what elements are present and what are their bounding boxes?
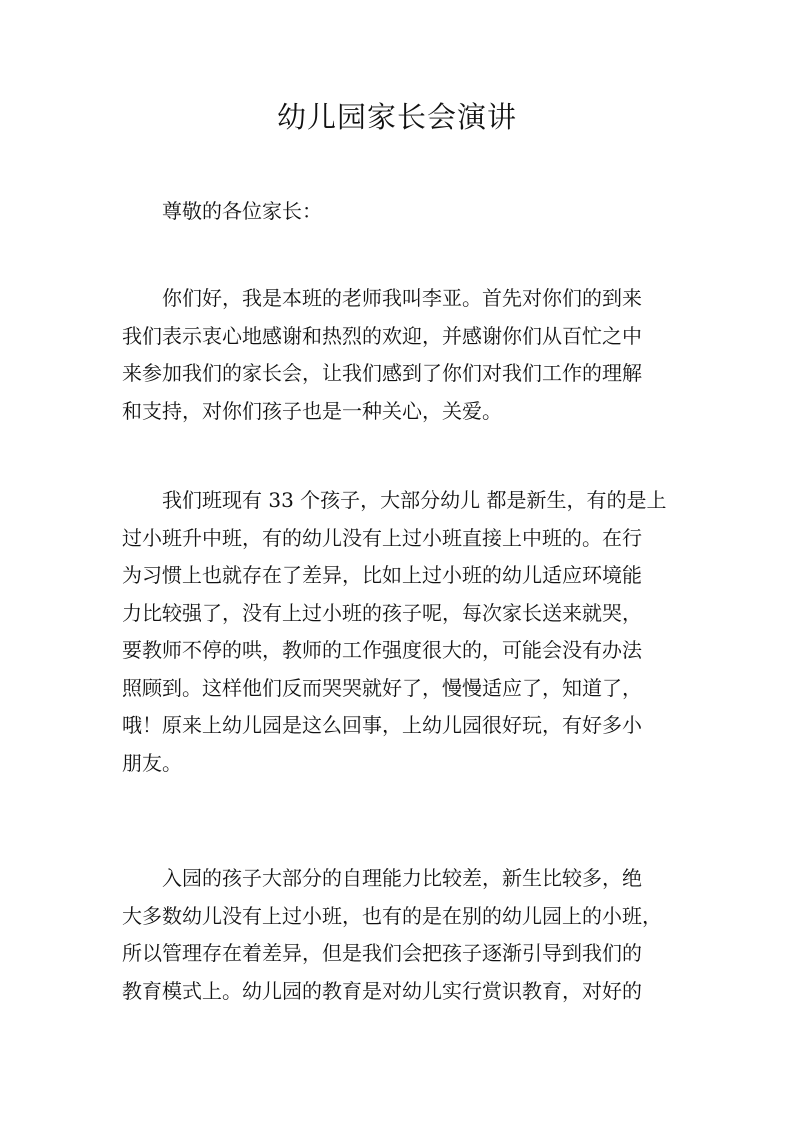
paragraph-line: 入园的孩子大部分的自理能力比较差，新生比较多，绝	[162, 866, 642, 890]
paragraph-line: 来参加我们的家长会，让我们感到了你们对我们工作的理解	[122, 361, 642, 385]
paragraph-3	[122, 860, 678, 1010]
paragraph-line: 照顾到。这样他们反而哭哭就好了，慢慢适应了，知道了，	[122, 675, 642, 700]
paragraph-line: 过小班升中班，有的幼儿没有上过小班直接上中班的。在行	[122, 525, 642, 550]
paragraph-line: 我们表示衷心地感谢和热烈的欢迎，并感谢你们从百忙之中	[122, 323, 642, 348]
paragraph-line: 朋友。	[122, 750, 182, 775]
page-title: 幼儿园家长会演讲	[276, 100, 517, 134]
paragraph-line: 你们好，我是本班的老师我叫李亚。首先对你们的到来	[162, 286, 642, 310]
paragraph-line: 为习惯上也就存在了差异，比如上过小班的幼儿适应环境能	[122, 563, 642, 587]
salutation-text: 尊敬的各位家长：	[162, 199, 322, 223]
paragraph-line: 我们班现有 33 个孩子，大部分幼儿 都是新生，有的是上	[162, 488, 667, 512]
paragraph-1	[122, 280, 678, 430]
paragraph-line: 教育模式上。幼儿园的教育是对幼儿实行赏识教育，对好的	[122, 978, 642, 1003]
paragraph-line: 力比较强了，没有上过小班的孩子呢，每次家长送来就哭，	[122, 600, 642, 625]
paragraph-line: 大多数幼儿没有上过小班，也有的是在别的幼儿园上的小班，	[122, 903, 662, 928]
paragraph-line: 要教师不停的哄，教师的工作强度很大的，可能会没有办法	[122, 638, 642, 662]
paragraph-line: 哦！原来上幼儿园是这么回事，上幼儿园很好玩，有好多小	[122, 713, 642, 737]
paragraph-2	[122, 482, 678, 782]
paragraph-line: 和支持，对你们孩子也是一种关心，关爱。	[122, 398, 502, 423]
salutation	[122, 193, 678, 231]
paragraph-line: 所以管理存在着差异，但是我们会把孩子逐渐引导到我们的	[122, 941, 642, 965]
